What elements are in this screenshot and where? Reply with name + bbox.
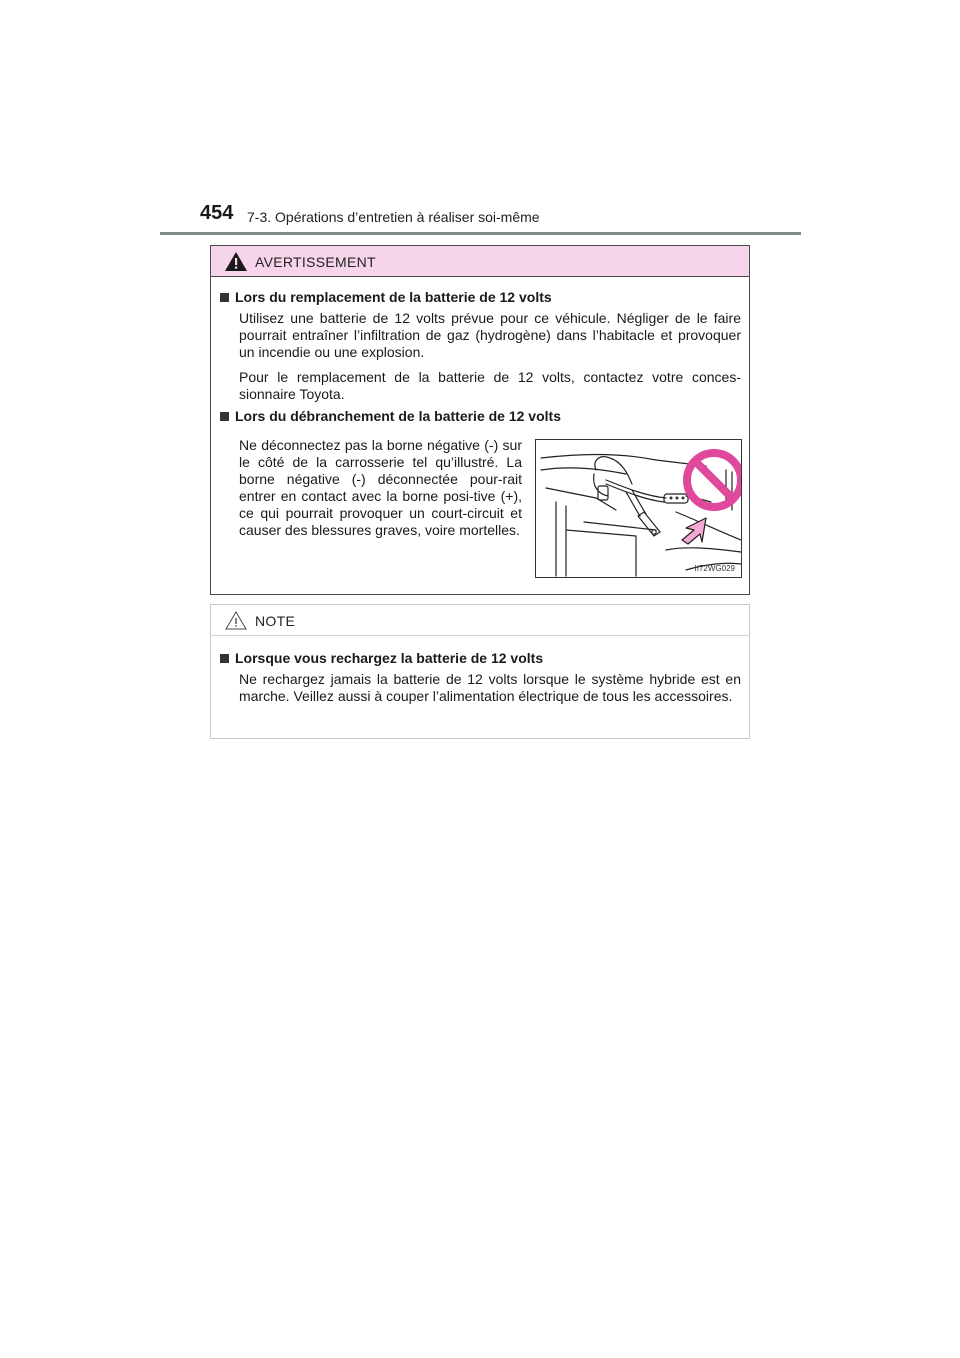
warning-box: [210, 245, 750, 595]
page-number: 454: [200, 202, 234, 224]
warning-title: AVERTISSEMENT: [255, 254, 376, 270]
illustration-code: II72WG029: [694, 564, 735, 573]
bullet-square-icon: [220, 293, 229, 302]
heading-text: Lors du remplacement de la batterie de 12 volts: [235, 289, 552, 305]
warning-section1-heading: [220, 289, 741, 306]
note-body: [211, 636, 749, 705]
warning-paragraph-1: Utilisez une batterie de 12 volts prévue pour ce véhicule. Négliger de le faire pourrait entraîner l’infiltration de gaz (hydrogène) dans l’habitacle et provoquer un incendie ou une explosion.: [239, 310, 741, 360]
page-header: [200, 202, 800, 232]
warning-triangle-icon: [225, 252, 247, 271]
note-title: NOTE: [255, 613, 296, 629]
note-heading: [220, 650, 741, 667]
section-title: 7-3. Opérations d’entretien à réaliser soi-même: [247, 209, 540, 225]
header-rule: [160, 232, 801, 235]
heading-text: Lorsque vous rechargez la batterie de 12 volts: [235, 650, 544, 666]
warning-section2-heading: [220, 408, 742, 424]
warning-body: [211, 277, 749, 403]
battery-terminal-illustration: [535, 439, 742, 578]
warning-paragraph-2: Pour le remplacement de la batterie de 12 volts, contactez votre conces-sionnaire Toyota.: [239, 369, 741, 402]
note-header: [211, 605, 749, 636]
warning-section2-text: Ne déconnectez pas la borne négative (-) sur le côté de la carrosserie tel qu’illustré. La borne négative (-) déconnectée pour-rait entrer en contact avec la borne posi-tive (+), ce qui pourrait provoquer un court-circuit et causer des blessures graves, voire mortelles.: [239, 437, 522, 538]
warning-section2: [220, 408, 742, 573]
pointer-arrow: [682, 518, 706, 544]
bullet-square-icon: [220, 654, 229, 663]
note-paragraph: Ne rechargez jamais la batterie de 12 volts lorsque le système hybride est en marche. Veillez aussi à couper l’alimentation électrique de tous les accessoires.: [239, 671, 741, 704]
bullet-square-icon: [220, 412, 229, 421]
note-box: [210, 604, 750, 739]
warning-header: [211, 246, 749, 277]
prohibition-sign-icon: [687, 453, 741, 507]
caution-triangle-icon: [225, 611, 247, 630]
battery-cable-drawing: [536, 440, 741, 577]
heading-text: Lors du débranchement de la batterie de 12 volts: [235, 408, 561, 424]
